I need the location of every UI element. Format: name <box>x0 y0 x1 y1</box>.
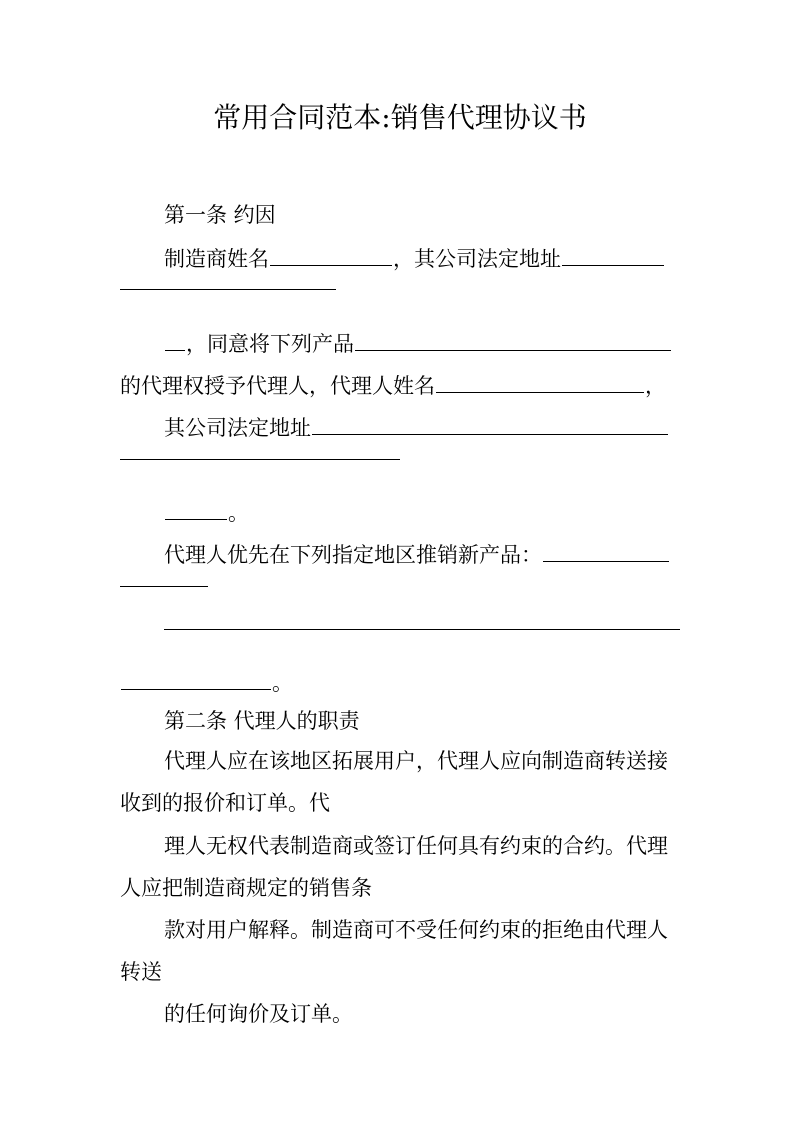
agent-address-line <box>164 412 669 443</box>
article2-para3-line2: 转送 <box>120 960 162 984</box>
article2-para1-line1: 代理人应在该地区拓展用户，代理人应向制造商转送接 <box>164 749 668 773</box>
article2-para2-line2: 人应把制造商规定的销售条 <box>120 876 372 900</box>
territory-blank-c <box>164 629 680 630</box>
territory-blank-d <box>121 667 271 690</box>
territory-end-line <box>120 667 293 698</box>
agent-address-end-line <box>164 497 249 528</box>
article2-para1-line2: 收到的报价和订单。代 <box>120 791 330 815</box>
address-blank-1b <box>120 289 336 290</box>
address-blank-1c <box>165 328 185 351</box>
agency-grant-text: 的代理权授予代理人，代理人姓名 <box>120 374 435 398</box>
address-label-2: 其公司法定地址 <box>164 416 311 440</box>
agency-grant-line <box>120 370 666 401</box>
agree-line <box>164 328 672 359</box>
manufacturer-name-blank <box>270 243 392 266</box>
manufacturer-name-label: 制造商姓名 <box>164 247 269 271</box>
document-title: 常用合同范本:销售代理协议书 <box>213 101 587 134</box>
article2-para2-line1: 理人无权代表制造商或签订任何具有约束的合约。代理 <box>164 834 668 858</box>
product-blank <box>355 328 671 351</box>
territory-blank-a <box>543 539 669 562</box>
agent-address-period: 。 <box>228 501 249 525</box>
agent-name-comma: ， <box>645 374 666 398</box>
agent-address-blank-b <box>120 459 400 460</box>
territory-period: 。 <box>272 671 293 695</box>
article2-para4-line1: 的任何询价及订单。 <box>164 1002 353 1026</box>
agent-address-blank-a <box>312 412 668 435</box>
article2-para3-line1: 款对用户解释。制造商可不受任何约束的拒绝由代理人 <box>164 918 668 942</box>
address-label-1: ，其公司法定地址 <box>393 247 561 271</box>
territory-text: 代理人优先在下列指定地区推销新产品： <box>164 543 542 567</box>
agree-text: ，同意将下列产品 <box>186 332 354 356</box>
agent-name-blank <box>436 370 644 393</box>
territory-blank-b <box>120 586 208 587</box>
territory-line <box>164 539 670 570</box>
article1-heading: 第一条 约因 <box>164 203 276 227</box>
address-blank-1a <box>562 243 664 266</box>
agent-address-blank-c <box>165 497 227 520</box>
article2-heading: 第二条 代理人的职责 <box>164 709 360 733</box>
manufacturer-line <box>164 243 665 274</box>
